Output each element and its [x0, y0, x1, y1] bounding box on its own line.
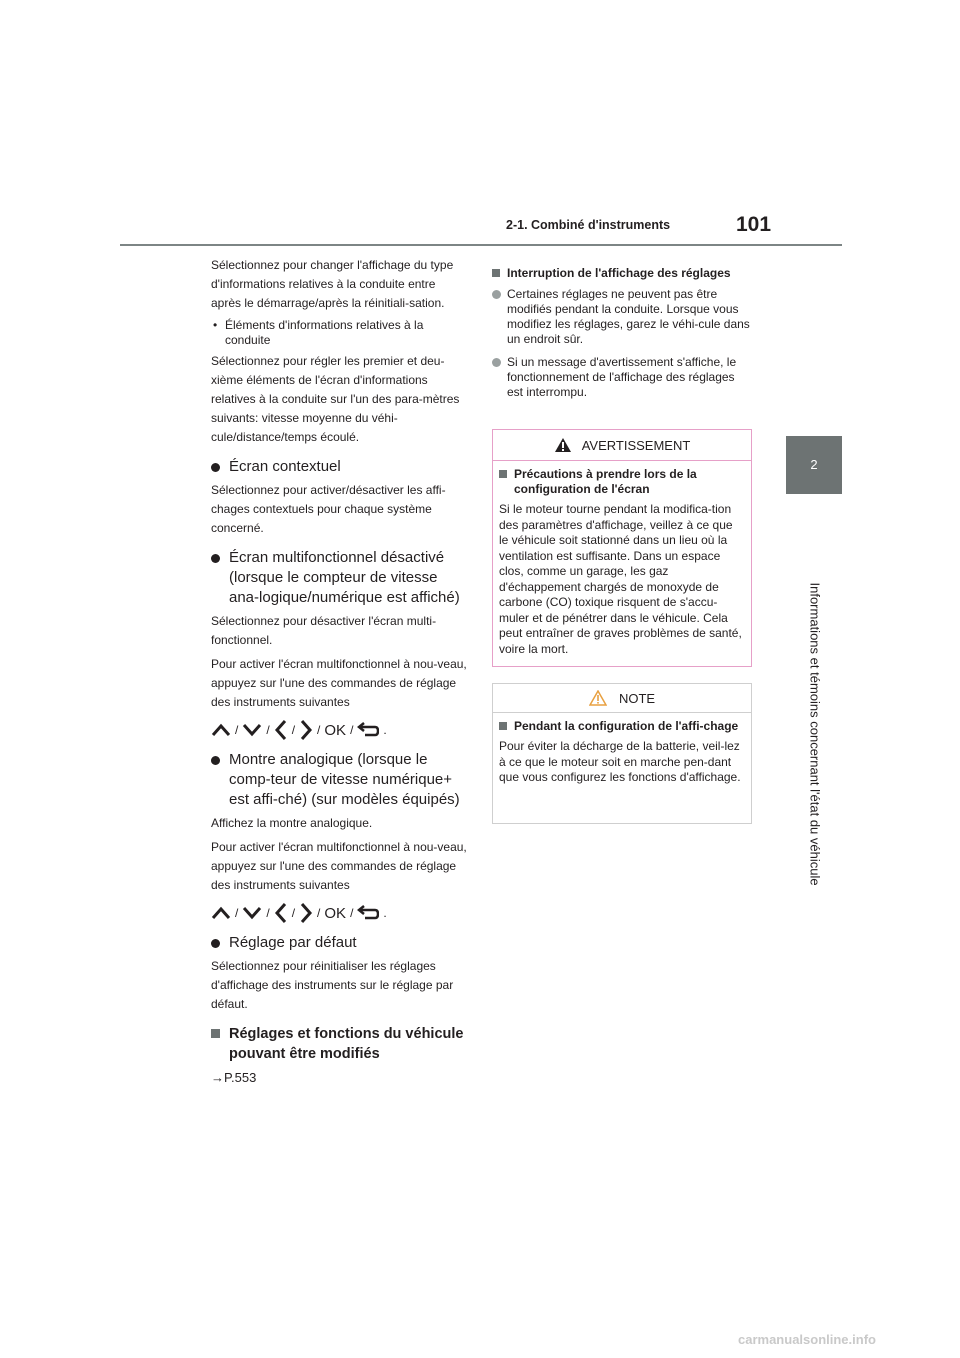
control-icons-row-2: / / / / OK / .: [211, 903, 467, 923]
note-title-bar: [493, 684, 751, 713]
chapter-tab: 2: [786, 436, 842, 494]
chevron-down-icon: [242, 906, 262, 920]
bullet-icon: [211, 939, 220, 948]
contextual-heading: Écran contextuel: [211, 457, 467, 477]
warning-title: AVERTISSEMENT: [581, 437, 691, 453]
multi-off-text-2: Pour activer l'écran multifonctionnel à nou-veau, appuyez sur l'une des commandes de réglage des instruments suivantes: [211, 657, 467, 709]
square-bullet-icon: [499, 470, 507, 478]
right-column: [492, 266, 752, 408]
page-reference-link[interactable]: →P.553: [211, 1070, 257, 1085]
multi-off-heading: Écran multifonctionnel désactivé (lorsque le compteur de vitesse ana-logique/numérique est affiché): [211, 548, 467, 608]
page-number: 101: [736, 213, 772, 236]
header-divider: [120, 244, 842, 246]
vehicle-settings-heading: Réglages et fonctions du véhicule pouvant être modifiés: [211, 1024, 467, 1064]
control-icons-row: / / / / OK / .: [211, 720, 467, 740]
bullet-icon: [492, 358, 501, 367]
section-title: 2-1. Combiné d'instruments: [506, 218, 671, 232]
square-bullet-icon: [211, 1029, 220, 1038]
chevron-up-icon: [211, 723, 231, 737]
multi-off-text: Sélectionnez pour désactiver l'écran multi-fonctionnel.: [211, 614, 437, 647]
bullet-icon: [211, 756, 220, 765]
chevron-left-icon: [274, 902, 288, 924]
chapter-title: Informations et témoins concernant l'état du véhicule: [807, 582, 823, 886]
note-text: Pour éviter la décharge de la batterie, veil-lez à ce que le moteur soit en marche pen-dant que vous configurez les fonctions d'affichage.: [499, 739, 741, 784]
interruption-bullet-2: Si un message d'avertissement s'affiche, le fonctionnement de l'affichage des réglages est interrompu.: [492, 355, 752, 400]
analog-clock-text-2: Pour activer l'écran multifonctionnel à nou-veau, appuyez sur l'une des commandes de réglage des instruments suivantes: [211, 840, 467, 892]
back-arrow-icon: [357, 722, 379, 738]
analog-clock-text: Affichez la montre analogique.: [211, 816, 373, 830]
caution-triangle-icon: [589, 690, 607, 706]
note-heading: Pendant la configuration de l'affi-chage: [499, 719, 745, 734]
warning-triangle-icon: [554, 437, 572, 453]
analog-clock-heading: Montre analogique (lorsque le comp-teur de vitesse numérique+ est affi-ché) (sur modèles équipés): [211, 750, 467, 810]
warning-box: [492, 429, 752, 667]
contextual-text: Sélectionnez pour activer/désactiver les affi-chages contextuels pour chaque système concerné.: [211, 483, 446, 535]
sub-bullet: • Éléments d'informations relatives à la conduite: [213, 318, 424, 347]
note-title: NOTE: [618, 690, 656, 706]
interruption-bullet-1: Certaines réglages ne peuvent pas être modifiés pendant la conduite. Lorsque vous modifiez les réglages, garez le véhi-cule dans un endroit sûr.: [492, 287, 752, 347]
chevron-right-icon: [299, 902, 313, 924]
chevron-down-icon: [242, 723, 262, 737]
warning-title-bar: [493, 430, 751, 461]
interruption-heading: Interruption de l'affichage des réglages: [492, 266, 752, 281]
bullet-icon: [211, 554, 220, 563]
square-bullet-icon: [499, 722, 507, 730]
bullet-icon: [492, 290, 501, 299]
ok-icon: OK: [324, 721, 347, 739]
sub-bullet-text: Sélectionnez pour régler les premier et deu-xième éléments de l'écran d'informations relatives à la conduite sur l'un des para-mètres suivants: vitesse moyenne du véhi-cule/distance/temps écoulé.: [211, 354, 460, 444]
chevron-left-icon: [274, 719, 288, 741]
chevron-up-icon: [211, 906, 231, 920]
default-text: Sélectionnez pour réinitialiser les réglages d'affichage des instruments sur le réglage par défaut.: [211, 959, 454, 1011]
bullet-dot-icon: •: [213, 318, 218, 332]
left-column: [211, 256, 467, 1092]
ok-icon: OK: [324, 904, 347, 922]
intro-text: Sélectionnez pour changer l'affichage du type d'informations relatives à la conduite entre après le démarrage/après la réinitiali-sation.: [211, 258, 454, 310]
bullet-icon: [211, 463, 220, 472]
warning-text: Si le moteur tourne pendant la modifica-tion des paramètres d'affichage, veillez à ce que le véhicule soit stationné dans un lieu où la ventilation est suffisante. Dans un espace clos, comme un garage, les gaz d'échappement chargés de monoxyde de carbone (CO) toxique risquent de s'accu-muler et de pénétrer dans le véhicule. Cela peut entraîner de graves problèmes de santé, voire la mort.: [499, 502, 742, 656]
note-box: [492, 683, 752, 824]
default-heading: Réglage par défaut: [211, 933, 467, 953]
back-arrow-icon: [357, 905, 379, 921]
watermark: carmanualsonline.info: [738, 1332, 876, 1347]
warning-heading: Précautions à prendre lors de la configuration de l'écran: [499, 467, 745, 497]
chevron-right-icon: [299, 719, 313, 741]
square-bullet-icon: [492, 269, 500, 277]
